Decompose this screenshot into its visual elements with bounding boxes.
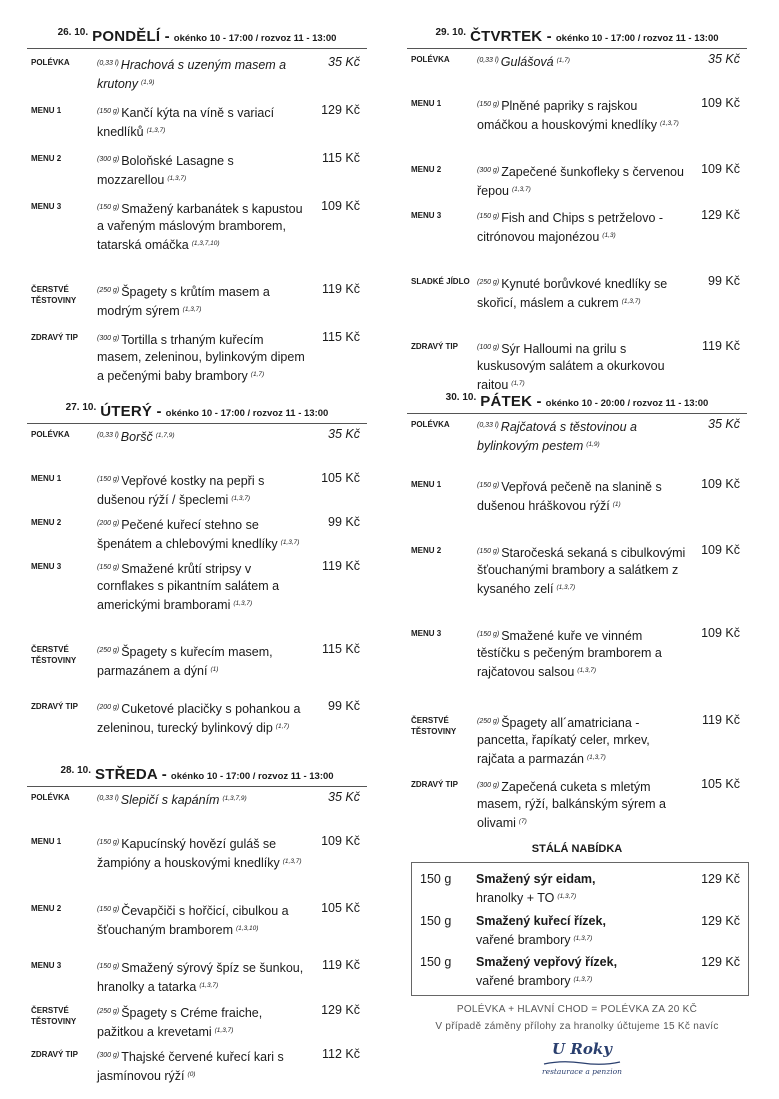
item-description (97, 55, 307, 93)
item-name: Vepřové kostky na pepři s dušenou rýží / špeclemi (97, 474, 265, 507)
day-header (407, 393, 747, 414)
item-allergens: (1,3,7) (621, 298, 641, 305)
item-name: Thajské červené kuřecí kari s jasmínovou rýží (97, 1050, 284, 1083)
item-amount: (150 g) (97, 476, 120, 483)
permanent-side: vařené brambory (476, 974, 571, 988)
item-amount: (150 g) (477, 482, 500, 489)
permanent-description (476, 871, 676, 907)
logo-name: U Roky (552, 1040, 612, 1058)
item-category: POLÉVKA (31, 58, 70, 67)
item-allergens: (1,3,7) (231, 495, 251, 502)
permanent-price: 129 Kč (701, 955, 740, 969)
item-description (97, 1003, 307, 1041)
day-header (27, 403, 367, 424)
permanent-side: vařené brambory (476, 933, 571, 947)
item-price: 109 Kč (701, 162, 740, 176)
item-allergens: (1,7) (275, 723, 290, 730)
day-section-wed (27, 765, 367, 1083)
item-name: Špagety s kuřecím masem, parmazánem a dýní (97, 645, 273, 678)
item-name: Boršč (120, 430, 153, 444)
permanent-allergens: (1,3,7) (557, 893, 577, 900)
item-name: Sýr Halloumi na grilu s kuskusovým salátem a okurkovou raitou (477, 342, 665, 392)
item-name: Smažený karbanátek s kapustou a vařeným máslovým bramborem, tatarská omáčka (97, 202, 303, 252)
item-allergens: (1,3,7) (282, 858, 302, 865)
item-amount: (150 g) (477, 101, 500, 108)
item-description (97, 1047, 307, 1085)
item-category: MENU 2 (31, 518, 62, 527)
item-amount: (150 g) (97, 108, 120, 115)
item-category: SLADKÉ JÍDLO (411, 277, 470, 286)
item-category: MENU 1 (31, 106, 62, 115)
item-description (477, 543, 687, 598)
item-amount: (300 g) (97, 335, 120, 342)
item-allergens: (1,3,7) (280, 539, 300, 546)
item-name: Gulášová (500, 55, 554, 69)
item-price: 119 Kč (322, 282, 360, 296)
item-price: 99 Kč (708, 274, 740, 288)
permanent-name: Smažený kuřecí řízek, (476, 914, 606, 928)
item-category: MENU 3 (31, 562, 62, 571)
item-description (477, 777, 687, 832)
item-price: 35 Kč (328, 55, 360, 69)
item-amount: (150 g) (97, 906, 120, 913)
item-allergens: (1,3,7) (199, 982, 219, 989)
item-name: Plněné papriky s rajskou omáčkou a houskovými knedlíky (477, 99, 657, 132)
item-allergens: (1,3,10) (236, 925, 259, 932)
day-header (27, 28, 367, 49)
permanent-name: Smažený sýr eidam, (476, 872, 596, 886)
item-category: ZDRAVÝ TIP (411, 342, 458, 351)
item-amount: (0,33 l) (97, 795, 119, 802)
item-category: MENU 2 (411, 165, 442, 174)
item-category: MENU 1 (31, 837, 62, 846)
day-name: ÚTERÝ - (100, 403, 162, 420)
item-amount: (150 g) (97, 204, 120, 211)
item-amount: (300 g) (477, 167, 500, 174)
item-description (477, 339, 687, 394)
item-name: Zapečené šunkofleky s červenou řepou (477, 165, 684, 198)
item-description (477, 162, 687, 200)
item-description (97, 834, 307, 872)
day-date: 28. 10. (60, 765, 92, 776)
item-amount: (0,33 l) (477, 57, 499, 64)
item-amount: (150 g) (97, 963, 120, 970)
item-amount: (100 g) (477, 344, 500, 351)
item-price: 119 Kč (322, 958, 360, 972)
item-amount: (150 g) (97, 564, 120, 571)
item-name: Smažené krůtí stripsy v cornflakes s pikantním salátem a americkými bramborami (97, 562, 280, 612)
item-category: ZDRAVÝ TIP (31, 1050, 78, 1059)
item-category: MENU 1 (411, 99, 442, 108)
item-name: Rajčatová s těstovinou a bylinkovým pestem (477, 420, 637, 453)
day-header (407, 28, 747, 49)
item-allergens: (1) (612, 501, 621, 508)
day-hours: okénko 10 - 20:00 / rozvoz 11 - 13:00 (545, 398, 709, 409)
day-name: ČTVRTEK - (470, 28, 552, 45)
permanent-allergens: (1,3,7) (573, 976, 593, 983)
item-price: 115 Kč (322, 642, 360, 656)
item-category: MENU 3 (31, 961, 62, 970)
item-amount: (300 g) (97, 156, 120, 163)
item-name: Špagety s Créme fraiche, pažitkou a krevetami (97, 1006, 263, 1039)
item-price: 109 Kč (701, 96, 740, 110)
logo-tagline: restaurace a penzion (542, 1067, 622, 1076)
item-category: POLÉVKA (31, 793, 70, 802)
permanent-offer-title: STÁLÁ NABÍDKA (531, 843, 623, 855)
day-name: PÁTEK - (480, 393, 542, 410)
item-name: Kynuté borůvkové knedlíky se skořicí, máslem a cukrem (477, 277, 668, 310)
item-amount: (250 g) (477, 279, 500, 286)
item-description (97, 427, 307, 446)
item-description (97, 790, 307, 809)
day-hours: okénko 10 - 17:00 / rozvoz 11 - 13:00 (555, 33, 719, 44)
item-allergens: (1,7) (250, 371, 265, 378)
item-name: Smažený sýrový špíz se šunkou, hranolky a tatarka (97, 961, 304, 994)
item-description (97, 330, 307, 385)
item-allergens: (1,7) (511, 380, 525, 387)
item-description (97, 559, 307, 614)
item-description (97, 471, 307, 509)
permanent-price: 129 Kč (701, 872, 740, 886)
day-date: 30. 10. (445, 392, 477, 403)
item-description (477, 626, 687, 681)
item-price: 105 Kč (701, 777, 740, 791)
footer-side-note: V případě záměny přílohy za hranolky účtujeme 15 Kč navíc (435, 1021, 719, 1032)
item-allergens: (1,7) (556, 57, 570, 64)
item-description (97, 151, 307, 189)
footer-combo-note: POLÉVKA + HLAVNÍ CHOD = POLÉVKA ZA 20 KČ (456, 1004, 698, 1015)
permanent-allergens: (1,3,7) (573, 935, 593, 942)
item-allergens: (1,3,7) (511, 186, 531, 193)
permanent-name: Smažený vepřový řízek, (476, 955, 618, 969)
item-allergens: (1,3,7) (146, 127, 166, 134)
item-name: Hrachová s uzeným masem a krutony (97, 58, 287, 91)
item-price: 35 Kč (328, 790, 360, 804)
item-category: MENU 2 (411, 546, 442, 555)
item-allergens: (1,3,7) (182, 306, 202, 313)
item-allergens: (1) (210, 666, 219, 673)
item-price: 109 Kč (321, 199, 360, 213)
permanent-side: hranolky + TO (476, 891, 555, 905)
restaurant-logo (537, 1040, 627, 1076)
item-price: 129 Kč (701, 208, 740, 222)
item-price: 129 Kč (321, 1003, 360, 1017)
item-description (97, 642, 307, 680)
item-category: POLÉVKA (411, 55, 450, 64)
day-hours: okénko 10 - 17:00 / rozvoz 11 - 13:00 (170, 771, 334, 782)
item-category: ČERSTVÉ TĚSTOVINY (31, 285, 77, 305)
item-amount: (300 g) (477, 782, 500, 789)
item-category: ČERSTVÉ TĚSTOVINY (31, 645, 77, 665)
item-description (97, 199, 307, 254)
item-price: 35 Kč (328, 427, 360, 441)
permanent-offer-box (411, 862, 749, 996)
item-price: 109 Kč (701, 477, 740, 491)
item-amount: (300 g) (97, 1052, 120, 1059)
day-section-tue (27, 402, 367, 735)
item-name: Zapečená cuketa s mletým masem, rýží, balkánským sýrem a olivami (477, 780, 666, 830)
item-description (97, 282, 307, 320)
item-name: Kančí kýta na víně s variací knedlíků (97, 106, 275, 139)
item-price: 105 Kč (321, 901, 360, 915)
item-name: Tortilla s trhaným kuřecím masem, zeleninou, bylinkovým dipem a pečenými baby brambory (97, 333, 305, 383)
item-name: Smažené kuře ve vinném těstíčku s pečeným bramborem a rajčatovou salsou (477, 629, 662, 679)
item-name: Staročeská sekaná s cibulkovými šťouchanými brambory a salátkem z kysaného zelí (477, 546, 686, 596)
item-allergens: (1,3,7) (587, 754, 606, 761)
item-amount: (250 g) (97, 287, 120, 294)
day-header (27, 766, 367, 787)
item-price: 115 Kč (322, 330, 360, 344)
item-description (97, 901, 307, 939)
item-name: Fish and Chips s petrželovo - citrónovou majonézou (477, 211, 664, 244)
day-name: STŘEDA - (95, 766, 167, 783)
item-price: 35 Kč (708, 417, 740, 431)
item-allergens: (1,3,7) (659, 120, 679, 127)
item-category: MENU 2 (31, 904, 62, 913)
day-section-mon (27, 27, 367, 383)
item-category: ČERSTVÉ TĚSTOVINY (31, 1006, 77, 1026)
item-amount: (0,33 l) (97, 60, 119, 67)
item-allergens: (7) (518, 818, 527, 825)
item-allergens: (1,3,7,9) (222, 795, 247, 802)
item-description (97, 103, 307, 141)
item-allergens: (0) (187, 1071, 196, 1078)
item-price: 109 Kč (701, 543, 740, 557)
item-allergens: (1,3,7) (167, 175, 187, 182)
item-amount: (0,33 l) (477, 422, 499, 429)
item-category: MENU 3 (411, 211, 442, 220)
item-name: Pečené kuřecí stehno se špenátem a chlebovými knedlíky (97, 518, 278, 551)
day-name: PONDĚLÍ - (92, 28, 170, 45)
item-description (477, 274, 687, 312)
item-description (477, 52, 687, 71)
item-amount: (150 g) (97, 839, 120, 846)
permanent-amount: 150 g (420, 872, 452, 886)
item-name: Slepičí s kapáním (120, 793, 220, 807)
item-category: ZDRAVÝ TIP (411, 780, 458, 789)
item-name: Čevapčiči s hořčicí, cibulkou a šťouchaným bramborem (97, 904, 289, 937)
item-amount: (150 g) (477, 631, 500, 638)
item-price: 112 Kč (322, 1047, 360, 1061)
item-description (477, 713, 687, 768)
item-name: Cuketové placičky s pohankou a zeleninou, turecký bylinkový dip (97, 702, 301, 735)
item-amount: (250 g) (97, 647, 120, 654)
item-category: POLÉVKA (411, 420, 450, 429)
item-allergens: (1,7,9) (155, 432, 175, 439)
day-date: 27. 10. (65, 402, 97, 413)
permanent-amount: 150 g (420, 955, 452, 969)
item-allergens: (1,3,7) (577, 667, 597, 674)
item-amount: (250 g) (97, 1008, 120, 1015)
item-price: 119 Kč (702, 713, 740, 727)
item-description (477, 96, 687, 134)
item-allergens: (1,3,7,10) (191, 240, 220, 247)
day-hours: okénko 10 - 17:00 / rozvoz 11 - 13:00 (173, 33, 337, 44)
permanent-amount: 150 g (420, 914, 452, 928)
item-description (477, 477, 687, 515)
item-price: 115 Kč (322, 151, 360, 165)
item-price: 99 Kč (328, 699, 360, 713)
item-allergens: (1,3,7) (214, 1027, 234, 1034)
item-category: ZDRAVÝ TIP (31, 702, 78, 711)
item-category: POLÉVKA (31, 430, 70, 439)
item-amount: (250 g) (477, 718, 500, 725)
item-category: ZDRAVÝ TIP (31, 333, 78, 342)
item-price: 105 Kč (321, 471, 360, 485)
item-description (97, 699, 307, 737)
item-name: Špagety s krůtím masem a modrým sýrem (97, 285, 270, 318)
item-price: 119 Kč (702, 339, 740, 353)
item-category: MENU 1 (411, 480, 442, 489)
permanent-description (476, 913, 676, 949)
item-name: Boloňské Lasagne s mozzarellou (97, 154, 234, 187)
item-price: 35 Kč (708, 52, 740, 66)
permanent-description (476, 954, 676, 990)
item-allergens: (1,9) (586, 441, 600, 448)
item-amount: (150 g) (477, 548, 500, 555)
item-category: ČERSTVÉ TĚSTOVINY (411, 716, 457, 736)
logo-wave-icon (542, 1059, 622, 1067)
item-name: Špagety all´amatriciana - pancetta, řapíkatý celer, mrkev, rajčata a parmazán (477, 716, 650, 766)
item-price: 119 Kč (322, 559, 360, 573)
day-hours: okénko 10 - 17:00 / rozvoz 11 - 13:00 (165, 408, 329, 419)
item-description (477, 208, 687, 246)
item-amount: (0,33 l) (97, 432, 119, 439)
day-section-fri (407, 392, 747, 830)
item-price: 99 Kč (328, 515, 360, 529)
item-name: Vepřová pečeně na slanině s dušenou hráškovou rýží (477, 480, 662, 513)
item-allergens: (1,3,7) (233, 600, 253, 607)
permanent-price: 129 Kč (701, 914, 740, 928)
item-price: 109 Kč (321, 834, 360, 848)
item-description (97, 515, 307, 553)
item-price: 129 Kč (321, 103, 360, 117)
item-description (477, 417, 687, 455)
item-allergens: (1,3) (602, 232, 616, 239)
item-allergens: (1,3,7) (556, 584, 576, 591)
item-name: Kapucínský hovězí guláš se žampióny a houskovými knedlíky (97, 837, 280, 870)
item-category: MENU 1 (31, 474, 62, 483)
item-amount: (200 g) (97, 520, 120, 527)
item-description (97, 958, 307, 996)
day-date: 26. 10. (57, 27, 89, 38)
day-date: 29. 10. (435, 27, 467, 38)
item-amount: (200 g) (97, 704, 120, 711)
item-amount: (150 g) (477, 213, 500, 220)
day-section-thu (407, 27, 747, 392)
item-category: MENU 2 (31, 154, 62, 163)
item-category: MENU 3 (411, 629, 442, 638)
item-allergens: (1,9) (141, 79, 155, 86)
item-price: 109 Kč (701, 626, 740, 640)
item-category: MENU 3 (31, 202, 62, 211)
